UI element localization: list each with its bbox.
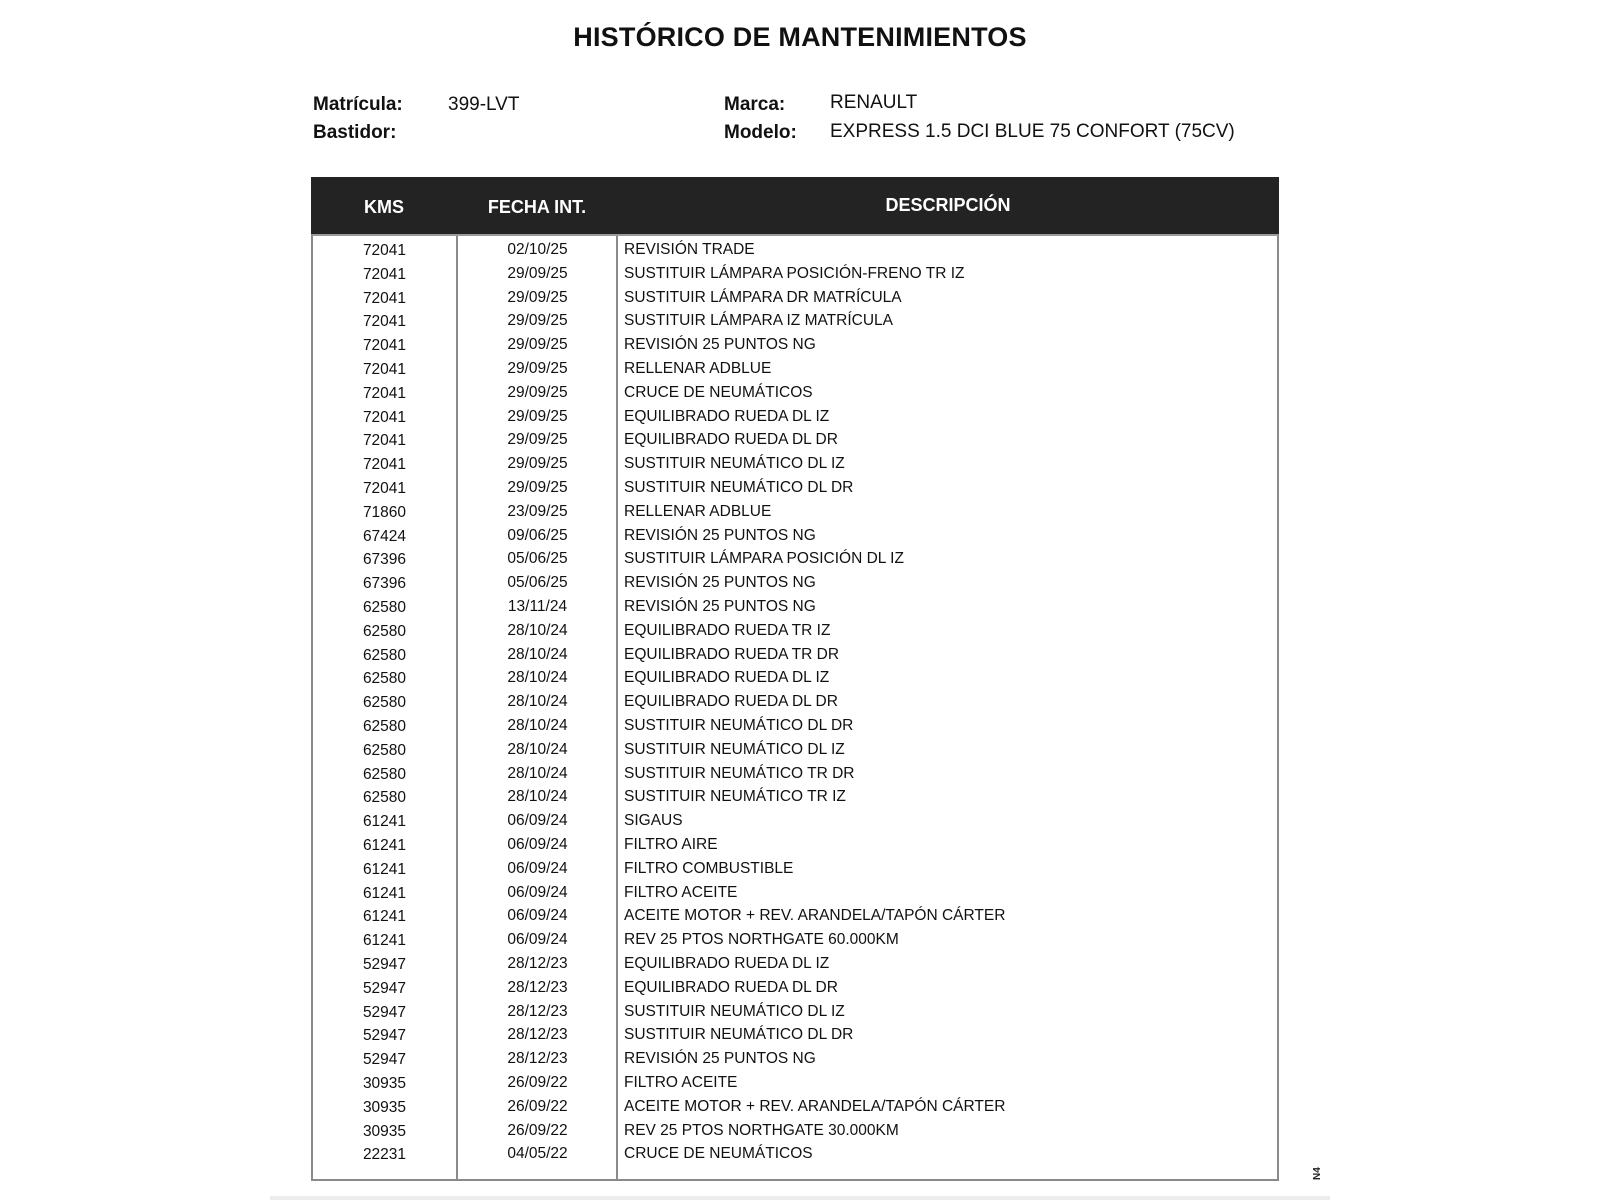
cell-fecha: 29/09/25 (507, 312, 568, 330)
cell-fecha: 29/09/25 (507, 336, 568, 354)
cell-fecha: 26/09/22 (507, 1121, 568, 1139)
cell-fecha: 28/10/24 (507, 645, 568, 663)
cell-kms: 72041 (362, 432, 407, 450)
cell-kms: 61241 (362, 860, 407, 878)
table-row (313, 309, 1277, 333)
table-body (311, 234, 1279, 1181)
table-row (313, 952, 1277, 976)
cell-kms: 71860 (362, 503, 407, 521)
table-row (313, 1023, 1277, 1047)
cell-kms: 30935 (362, 1122, 407, 1140)
cell-kms: 62580 (362, 789, 407, 807)
table-row (313, 405, 1277, 429)
table-row (313, 1119, 1277, 1143)
page-title: HISTÓRICO DE MANTENIMIENTOS (573, 22, 1027, 52)
cell-descripcion: FILTRO ACEITE (624, 883, 738, 901)
table-row (313, 595, 1277, 619)
cell-descripcion: REV 25 PTOS NORTHGATE 60.000KM (624, 931, 899, 949)
cell-kms: 62580 (362, 718, 407, 735)
cell-descripcion: SUSTITUIR LÁMPARA IZ MATRÍCULA (624, 312, 893, 330)
modelo-label: Modelo: (724, 122, 797, 143)
cell-fecha: 26/09/22 (507, 1074, 568, 1091)
cell-descripcion: RELLENAR ADBLUE (624, 502, 772, 520)
page-bottom-edge (270, 1196, 1330, 1200)
cell-fecha: 28/12/23 (507, 1002, 568, 1020)
cell-descripcion: EQUILIBRADO RUEDA DL IZ (624, 669, 830, 687)
cell-fecha: 29/09/25 (507, 479, 568, 496)
table-row (313, 928, 1277, 952)
cell-kms: 61241 (362, 908, 407, 926)
cell-kms: 52947 (362, 1003, 407, 1021)
cell-kms: 62580 (362, 646, 407, 664)
table-row (313, 738, 1277, 762)
table-row (313, 714, 1277, 738)
table-row (313, 809, 1277, 833)
cell-descripcion: REVISIÓN 25 PUNTOS NG (624, 1050, 816, 1068)
cell-fecha: 05/06/25 (507, 550, 568, 568)
cell-kms: 30935 (362, 1098, 407, 1116)
cell-fecha: 28/10/24 (507, 717, 568, 734)
cell-fecha: 28/12/23 (507, 1026, 568, 1044)
cell-fecha: 02/10/25 (507, 241, 568, 258)
cell-kms: 62580 (362, 765, 407, 783)
cell-kms: 72041 (362, 408, 407, 426)
cell-fecha: 28/12/23 (507, 1050, 568, 1068)
cell-descripcion: ACEITE MOTOR + REV. ARANDELA/TAPÓN CÁRTER (624, 1097, 1006, 1115)
table-row (313, 476, 1277, 500)
table-row (313, 785, 1277, 809)
cell-kms: 72041 (362, 313, 407, 331)
cell-fecha: 29/09/25 (507, 360, 568, 377)
cell-fecha: 29/09/25 (507, 431, 568, 449)
cell-kms: 62580 (362, 741, 407, 759)
table-header (311, 177, 1279, 234)
cell-kms: 72041 (362, 361, 407, 378)
cell-descripcion: EQUILIBRADO RUEDA DL IZ (624, 955, 830, 972)
cell-kms: 61241 (362, 884, 407, 902)
cell-kms: 72041 (362, 265, 407, 283)
cell-kms: 62580 (362, 599, 407, 616)
matricula-label: Matrícula: (313, 94, 403, 115)
cell-descripcion: SUSTITUIR LÁMPARA POSICIÓN-FRENO TR IZ (624, 264, 965, 282)
header-fecha: FECHA INT. (487, 197, 587, 217)
cell-kms: 30935 (362, 1075, 407, 1092)
table-row (313, 881, 1277, 905)
cell-kms: 52947 (362, 956, 407, 973)
table-row (313, 904, 1277, 928)
cell-kms: 61241 (362, 932, 407, 950)
cell-fecha: 28/12/23 (507, 955, 568, 972)
cell-fecha: 06/09/24 (507, 859, 568, 877)
table-row (313, 857, 1277, 881)
table-row (313, 619, 1277, 643)
cell-kms: 61241 (362, 813, 407, 831)
cell-descripcion: SUSTITUIR NEUMÁTICO DL IZ (624, 455, 845, 473)
table-row (313, 1000, 1277, 1024)
cell-kms: 62580 (362, 694, 407, 712)
cell-kms: 72041 (362, 456, 407, 474)
cell-fecha: 28/10/24 (507, 621, 568, 639)
cell-descripcion: SUSTITUIR LÁMPARA DR MATRÍCULA (624, 288, 902, 306)
cell-descripcion: EQUILIBRADO RUEDA TR IZ (624, 621, 831, 639)
cell-descripcion: SUSTITUIR NEUMÁTICO DL DR (624, 717, 854, 734)
cell-kms: 61241 (362, 837, 407, 854)
header-kms: KMS (364, 197, 404, 217)
table-row (313, 333, 1277, 357)
table-row (313, 833, 1277, 857)
cell-descripcion: SUSTITUIR NEUMÁTICO DL IZ (624, 1002, 845, 1020)
cell-fecha: 29/09/25 (507, 455, 568, 473)
cell-descripcion: REV 25 PTOS NORTHGATE 30.000KM (624, 1121, 899, 1139)
cell-descripcion: EQUILIBRADO RUEDA DL DR (624, 693, 838, 711)
table-row (313, 262, 1277, 286)
cell-fecha: 06/09/24 (507, 883, 568, 901)
cell-descripcion: EQUILIBRADO RUEDA DL DR (624, 431, 838, 449)
cell-descripcion: SIGAUS (624, 812, 683, 830)
cell-kms: 72041 (362, 289, 407, 307)
cell-fecha: 28/10/24 (507, 740, 568, 758)
table-row (313, 1142, 1277, 1166)
cell-fecha: 06/09/24 (507, 931, 568, 949)
cell-fecha: 28/10/24 (507, 764, 568, 782)
table-row (313, 357, 1277, 381)
cell-fecha: 29/09/25 (507, 407, 568, 425)
maintenance-table (311, 177, 1279, 1177)
cell-fecha: 09/06/25 (507, 526, 568, 544)
modelo-value: EXPRESS 1.5 DCI BLUE 75 CONFORT (75CV) (830, 121, 1235, 142)
cell-descripcion: ACEITE MOTOR + REV. ARANDELA/TAPÓN CÁRTER (624, 907, 1006, 925)
cell-fecha: 06/09/24 (507, 836, 568, 853)
table-row (313, 500, 1277, 524)
cell-fecha: 26/09/22 (507, 1097, 568, 1115)
cell-fecha: 29/09/25 (507, 288, 568, 306)
cell-fecha: 29/09/25 (507, 264, 568, 282)
cell-kms: 72041 (362, 337, 407, 355)
cell-fecha: 28/12/23 (507, 978, 568, 996)
cell-fecha: 28/10/24 (507, 693, 568, 711)
cell-descripcion: SUSTITUIR LÁMPARA POSICIÓN DL IZ (624, 550, 904, 568)
cell-descripcion: REVISIÓN 25 PUNTOS NG (624, 574, 816, 592)
cell-descripcion: SUSTITUIR NEUMÁTICO DL DR (624, 1026, 854, 1044)
vehicle-info (0, 0, 1600, 160)
cell-descripcion: FILTRO ACEITE (624, 1074, 738, 1091)
cell-descripcion: SUSTITUIR NEUMÁTICO DL IZ (624, 740, 845, 758)
cell-fecha: 06/09/24 (507, 907, 568, 925)
table-row (313, 238, 1277, 262)
table-row (313, 1071, 1277, 1095)
cell-descripcion: EQUILIBRADO RUEDA DL DR (624, 978, 838, 996)
cell-kms: 72041 (362, 242, 407, 259)
cell-fecha: 13/11/24 (507, 598, 568, 615)
cell-descripcion: SUSTITUIR NEUMÁTICO TR IZ (624, 788, 846, 806)
cell-fecha: 28/10/24 (507, 788, 568, 806)
cell-fecha: 28/10/24 (507, 669, 568, 687)
cell-descripcion: SUSTITUIR NEUMÁTICO TR DR (624, 764, 855, 782)
cell-descripcion: REVISIÓN TRADE (624, 241, 755, 258)
table-row (313, 666, 1277, 690)
marca-label: Marca: (724, 94, 786, 115)
cell-fecha: 06/09/24 (507, 812, 568, 830)
table-row (313, 1095, 1277, 1119)
table-row (313, 547, 1277, 571)
cell-descripcion: REVISIÓN 25 PUNTOS NG (624, 598, 816, 615)
side-code: N4 (1312, 1167, 1323, 1180)
cell-kms: 52947 (362, 1051, 407, 1069)
cell-kms: 72041 (362, 480, 407, 497)
cell-fecha: 29/09/25 (507, 383, 568, 401)
cell-descripcion: RELLENAR ADBLUE (624, 360, 772, 377)
cell-descripcion: SUSTITUIR NEUMÁTICO DL DR (624, 479, 854, 496)
cell-fecha: 23/09/25 (507, 502, 568, 520)
header-descripcion: DESCRIPCIÓN (885, 195, 1011, 215)
cell-fecha: 05/06/25 (507, 574, 568, 592)
cell-kms: 52947 (362, 979, 407, 997)
table-row (313, 381, 1277, 405)
table-row (313, 762, 1277, 786)
cell-descripcion: FILTRO COMBUSTIBLE (624, 859, 794, 877)
marca-value: RENAULT (830, 92, 918, 113)
cell-kms: 67424 (362, 527, 407, 545)
table-row (313, 643, 1277, 667)
table-row (313, 524, 1277, 548)
table-row (313, 428, 1277, 452)
cell-kms: 22231 (362, 1146, 407, 1164)
table-row (313, 690, 1277, 714)
table-row (313, 571, 1277, 595)
cell-descripcion: CRUCE DE NEUMÁTICOS (624, 1145, 813, 1163)
cell-descripcion: EQUILIBRADO RUEDA DL IZ (624, 407, 830, 425)
cell-kms: 62580 (362, 670, 407, 688)
cell-descripcion: FILTRO AIRE (624, 836, 718, 853)
cell-descripcion: REVISIÓN 25 PUNTOS NG (624, 336, 816, 354)
table-row (313, 1047, 1277, 1071)
cell-descripcion: CRUCE DE NEUMÁTICOS (624, 383, 813, 401)
cell-kms: 72041 (362, 384, 407, 402)
matricula-value: 399-LVT (448, 94, 520, 115)
cell-fecha: 04/05/22 (507, 1145, 568, 1163)
cell-descripcion: EQUILIBRADO RUEDA TR DR (624, 645, 840, 663)
table-row (313, 976, 1277, 1000)
cell-kms: 62580 (362, 622, 407, 640)
bastidor-label: Bastidor: (313, 122, 397, 143)
cell-kms: 52947 (362, 1027, 407, 1045)
table-row (313, 452, 1277, 476)
cell-kms: 67396 (362, 551, 407, 569)
cell-descripcion: REVISIÓN 25 PUNTOS NG (624, 526, 816, 544)
table-row (313, 286, 1277, 310)
cell-kms: 67396 (362, 575, 407, 593)
